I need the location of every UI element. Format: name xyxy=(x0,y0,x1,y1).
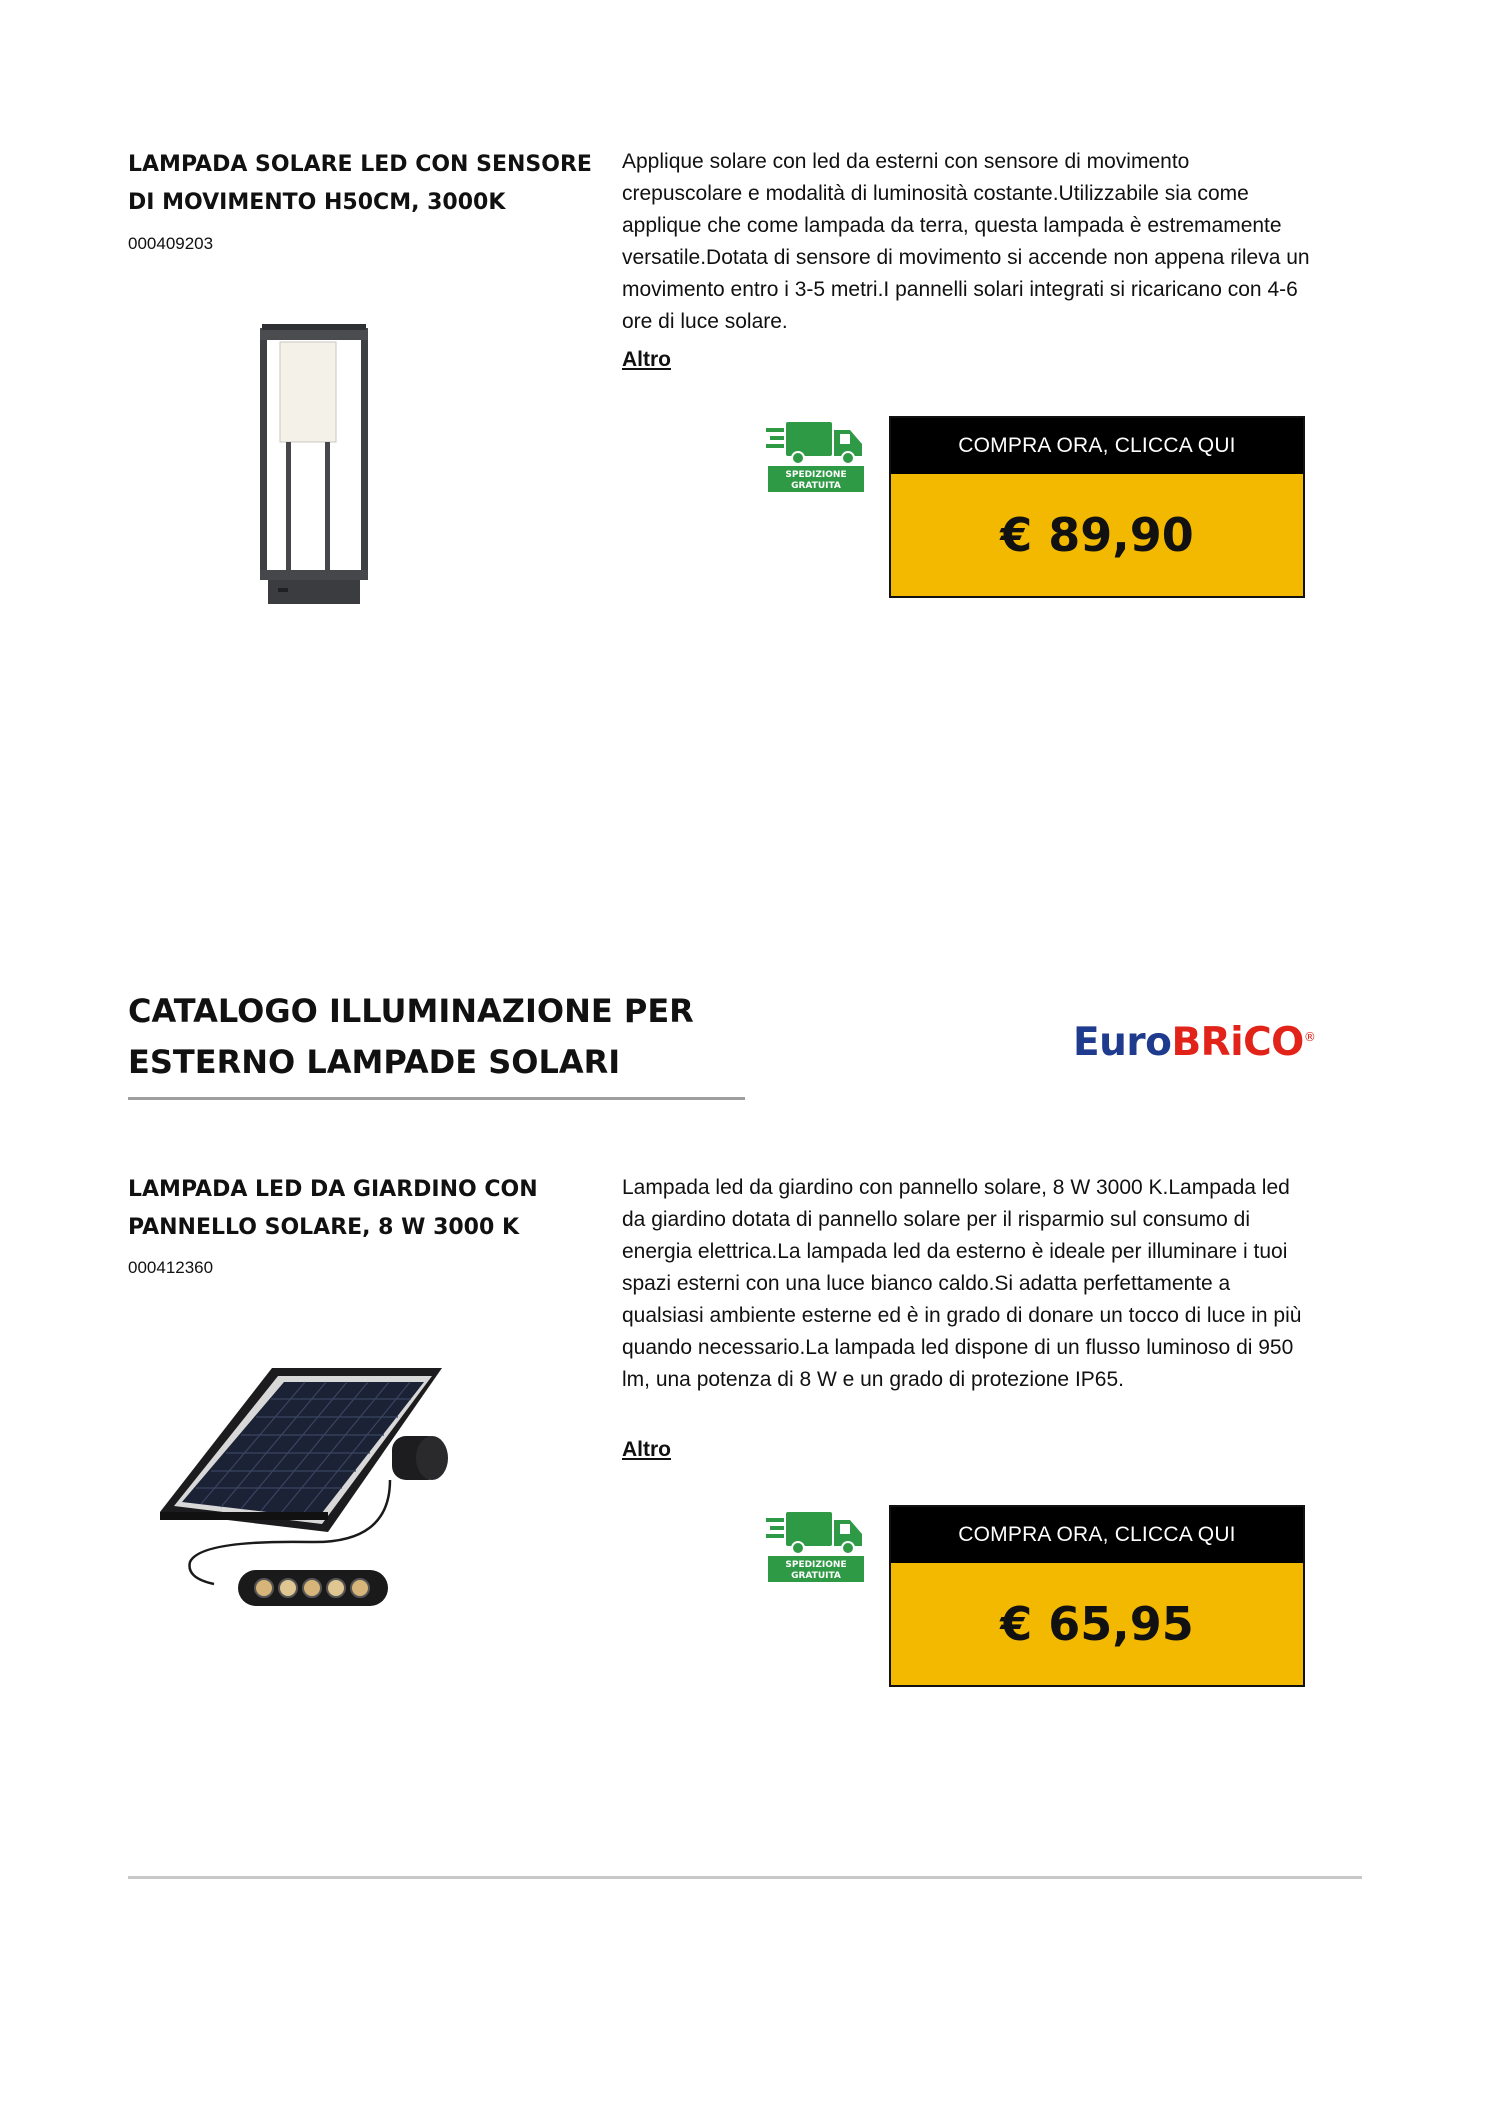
buy-now-label: COMPRA ORA, CLICCA QUI xyxy=(891,418,1303,474)
product-code: 000412360 xyxy=(128,1258,214,1277)
page-divider xyxy=(128,1876,1362,1879)
free-shipping-badge xyxy=(766,1510,866,1587)
section-title-underline xyxy=(128,1097,745,1100)
product-title xyxy=(128,146,628,222)
solar-lantern-image xyxy=(256,322,372,608)
product-description: Applique solare con led da esterni con sensore di movimento crepuscolare e modalità di luminosità costante.Utilizzabile sia come applique che come lampada da terra, questa lampada è estremamente versatile.Dotata di sensore di movimento si accende non appena rileva un movimento entro i 3-5 metri.I pannelli solari integrati si ricaricano con 4-6 ore di luce solare. xyxy=(622,150,1310,333)
buy-now-button[interactable] xyxy=(889,416,1305,598)
price: € 89,90 xyxy=(1000,508,1194,562)
free-shipping-badge xyxy=(766,420,866,497)
logo-part-brico: BRiCO xyxy=(1171,1020,1304,1065)
delivery-truck-icon xyxy=(766,1510,866,1582)
more-link[interactable]: Altro xyxy=(622,1438,671,1461)
buy-now-button[interactable] xyxy=(889,1505,1305,1687)
product-title-line2: DI MOVIMENTO H50CM, 3000K xyxy=(128,190,506,215)
badge-text-line2: GRATUITA xyxy=(791,481,841,491)
price: € 65,95 xyxy=(1000,1597,1194,1651)
section-title-line2: ESTERNO LAMPADE SOLARI xyxy=(128,1043,621,1081)
badge-text-line1: SPEDIZIONE xyxy=(785,470,847,480)
logo-registered-mark: ® xyxy=(1303,1030,1316,1044)
product-title xyxy=(128,1171,628,1247)
solar-panel-light-bar-image xyxy=(160,1364,470,1614)
buy-now-label: COMPRA ORA, CLICCA QUI xyxy=(891,1507,1303,1563)
product-description: Lampada led da giardino con pannello solare, 8 W 3000 K.Lampada led da giardino dotata di pannello solare per il risparmio sul consumo di energia elettrica.La lampada led da esterno è ideale per illuminare i tuoi spazi esterni con una luce bianco caldo.Si adatta perfettamente a qualsiasi ambiente esterne ed è in grado di donare un tocco di luce in più quando necessario.La lampada led dispone di un flusso luminoso di 950 lm, una potenza di 8 W e un grado di protezione IP65. xyxy=(622,1176,1302,1391)
product-code: 000409203 xyxy=(128,234,214,253)
eurobrico-logo xyxy=(1073,1020,1315,1065)
section-title-line1: CATALOGO ILLUMINAZIONE PER xyxy=(128,992,694,1030)
badge-text-line2: GRATUITA xyxy=(791,1571,841,1581)
more-link[interactable]: Altro xyxy=(622,348,671,371)
product-title-line1: LAMPADA LED DA GIARDINO CON xyxy=(128,1177,538,1202)
delivery-truck-icon xyxy=(766,420,866,492)
logo-part-euro: Euro xyxy=(1073,1020,1172,1065)
badge-text-line1: SPEDIZIONE xyxy=(785,1560,847,1570)
section-title xyxy=(128,986,808,1088)
product-title-line1: LAMPADA SOLARE LED CON SENSORE xyxy=(128,152,592,177)
product-title-line2: PANNELLO SOLARE, 8 W 3000 K xyxy=(128,1215,520,1240)
